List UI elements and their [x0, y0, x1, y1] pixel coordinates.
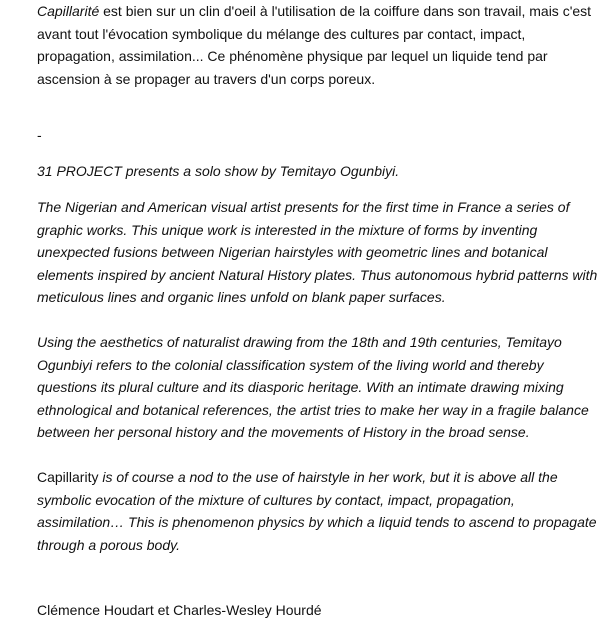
english-p1-line-1: The Nigerian and American visual artist presents for the first time in France a series of: [37, 199, 570, 215]
french-line-3: propagation, assimilation... Ce phénomène physique par lequel un liquide tend par: [37, 48, 548, 64]
english-p2-line-3: questions its plural culture and its diasporic heritage. With an intimate drawing mixing: [37, 379, 564, 395]
english-p2-line-1: Using the aesthetics of naturalist drawing from the 18th and 19th centuries, Temitayo: [37, 334, 562, 350]
english-p1-line-5: meticulous lines and organic lines unfold on blank paper surfaces.: [37, 289, 446, 305]
english-p3-line-2: symbolic evocation of the mixture of cultures by contact, impact, propagation,: [37, 491, 515, 508]
english-p3-line-3: assimilation… This is phenomenon physics by which a liquid tends to ascend to propagate: [37, 514, 597, 530]
english-p3-line-1: [37, 466, 603, 489]
signature: Clémence Houdart et Charles-Wesley Hourdé: [37, 602, 322, 618]
french-line-1: [37, 0, 603, 23]
separator-dash: -: [37, 127, 42, 143]
english-p1-line-3: unexpected fusions between Nigerian hairstyles with geometric lines and botanical: [37, 244, 548, 260]
english-paragraph-3: [37, 466, 603, 556]
french-line-1-rest: est bien sur un clin d'oeil à l'utilisation de la coiffure dans son travail, mais c'est: [99, 3, 592, 19]
english-p2-line-4: ethnological and botanical references, the artist tries to make her way in a fragile balance: [37, 401, 589, 418]
english-p1-line-2: graphic works. This unique work is interested in the mixture of forms by inventing: [37, 221, 538, 238]
french-paragraph: [37, 0, 603, 90]
english-p3-line-1-rest: is of course a nod to the use of hairstyle in her work, but it is above all the: [98, 469, 558, 485]
english-paragraph-2: [37, 331, 603, 444]
english-p3-lead-word: Capillarity: [37, 469, 99, 485]
english-p2-line-2: Ogunbiyi refers to the colonial classification system of the living world and thereby: [37, 356, 544, 373]
english-p3-line-4: through a porous body.: [37, 536, 180, 553]
english-p2-line-5: between her personal history and the movements of History in the broad sense.: [37, 424, 530, 440]
french-line-4: ascension à se propager au travers d'un corps poreux.: [37, 70, 376, 87]
english-p1-line-4: elements inspired by ancient Natural History plates. Thus autonomous hybrid patterns with: [37, 266, 598, 283]
french-lead-word: Capillarité: [37, 3, 100, 19]
english-paragraph-1: [37, 196, 603, 309]
french-line-2: avant tout l'évocation symbolique du mélange des cultures par contact, impact,: [37, 25, 526, 42]
english-intro: 31 PROJECT presents a solo show by Temitayo Ogunbiyi.: [37, 163, 400, 179]
